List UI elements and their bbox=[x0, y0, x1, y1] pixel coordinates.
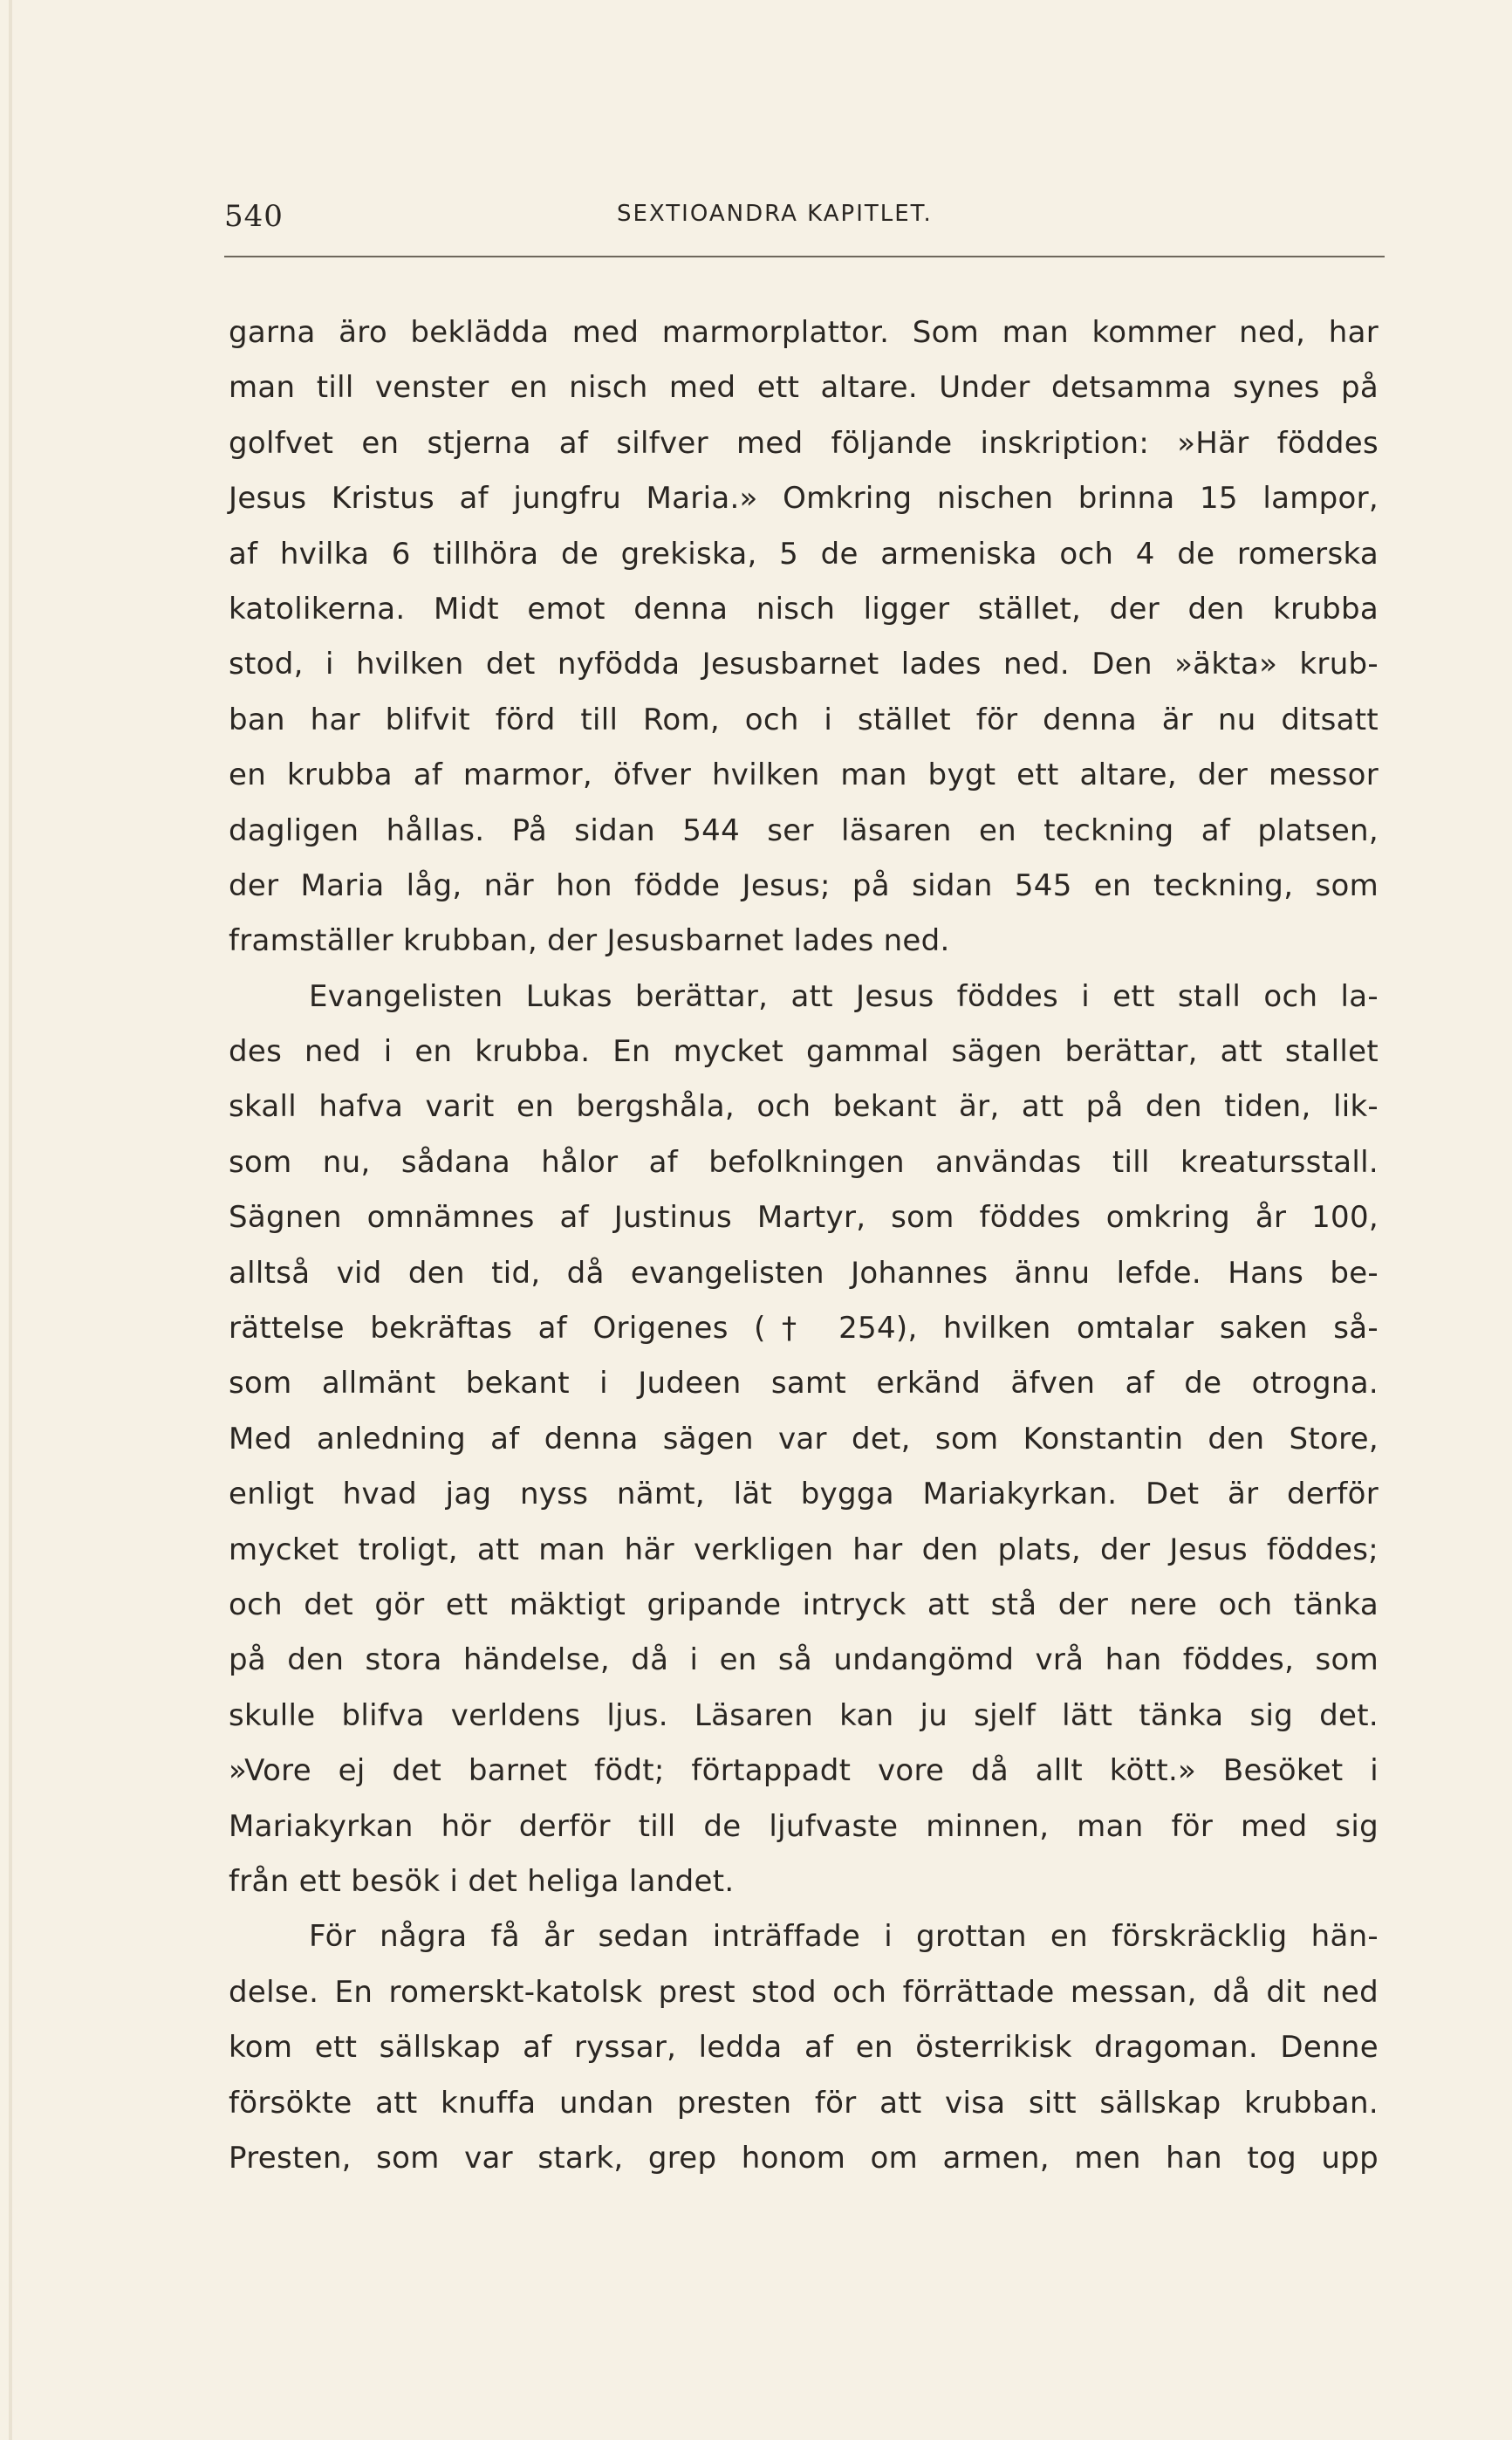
text-line: kom ett sällskap af ryssar, ledda af en österrikisk dragoman. Denne bbox=[229, 2030, 1379, 2066]
text-line: der Maria låg, när hon födde Jesus; på sidan 545 en teckning, som bbox=[229, 867, 1379, 903]
text-line: garna äro beklädda med marmorplattor. Som man kommer ned, har bbox=[229, 315, 1379, 350]
body-text bbox=[229, 305, 1379, 2186]
text-line: mycket troligt, att man här verkligen har den plats, der Jesus föddes; bbox=[229, 1532, 1379, 1567]
running-head: SEXTIOANDRA KAPITLET. bbox=[617, 201, 933, 227]
text-line: rättelse bekräftas af Origenes († 254), hvilken omtalar saken så- bbox=[229, 1311, 1379, 1347]
text-line: Med anledning af denna sägen var det, som Konstantin den Store, bbox=[229, 1421, 1379, 1456]
text-line: stod, i hvilken det nyfödda Jesusbarnet lades ned. Den »äkta» krub- bbox=[229, 647, 1379, 682]
text-line: »Vore ej det barnet födt; förtappadt vore då allt kött.» Besöket i bbox=[229, 1753, 1379, 1789]
text-line: För några få år sedan inträffade i grottan en förskräcklig hän- bbox=[309, 1919, 1379, 1955]
text-line: skall hafva varit en bergshåla, och bekant är, att på den tiden, lik- bbox=[229, 1089, 1379, 1125]
page-edge bbox=[9, 0, 12, 2440]
text-line: man till venster en nisch med ett altare. Under detsamma synes på bbox=[229, 370, 1379, 406]
header-rule bbox=[224, 256, 1385, 257]
page-number: 540 bbox=[224, 199, 284, 234]
text-line: försökte att knuffa undan presten för att visa sitt sällskap krubban. bbox=[229, 2085, 1379, 2121]
text-line: katolikerna. Midt emot denna nisch ligger stället, der den krubba bbox=[229, 591, 1379, 627]
text-line: Mariakyrkan hör derför till de ljufvaste minnen, man för med sig bbox=[229, 1808, 1379, 1844]
text-line: alltså vid den tid, då evangelisten Johannes ännu lefde. Hans be- bbox=[229, 1255, 1379, 1291]
text-line: på den stora händelse, då i en så undangömd vrå han föddes, som bbox=[229, 1642, 1379, 1678]
text-line: ban har blifvit förd till Rom, och i stället för denna är nu ditsatt bbox=[229, 702, 1379, 737]
text-line: en krubba af marmor, öfver hvilken man bygt ett altare, der messor bbox=[229, 757, 1379, 793]
text-line: som allmänt bekant i Judeen samt erkänd äfven af de otrogna. bbox=[229, 1366, 1379, 1402]
text-line: som nu, sådana hålor af befolkningen användas till kreatursstall. bbox=[229, 1144, 1379, 1180]
text-line: Sägnen omnämnes af Justinus Martyr, som föddes omkring år 100, bbox=[229, 1200, 1379, 1236]
text-line: af hvilka 6 tillhöra de grekiska, 5 de armeniska och 4 de romerska bbox=[229, 536, 1379, 572]
text-line: framställer krubban, der Jesusbarnet lades ned. bbox=[229, 923, 950, 959]
text-line: des ned i en krubba. En mycket gammal sägen berättar, att stallet bbox=[229, 1034, 1379, 1070]
text-line: Jesus Kristus af jungfru Maria.» Omkring nischen brinna 15 lampor, bbox=[229, 481, 1379, 517]
text-line: delse. En romerskt-katolsk prest stod och förrättade messan, då dit ned bbox=[229, 1974, 1379, 2010]
text-line: från ett besök i det heliga landet. bbox=[229, 1863, 735, 1899]
text-line: och det gör ett mäktigt gripande intryck att stå der nere och tänka bbox=[229, 1587, 1379, 1622]
page-header bbox=[224, 199, 1385, 251]
text-line: golfvet en stjerna af silfver med följande inskription: »Här föddes bbox=[229, 425, 1379, 461]
text-line: enligt hvad jag nyss nämt, lät bygga Mariakyrkan. Det är derför bbox=[229, 1477, 1379, 1512]
text-line: Evangelisten Lukas berättar, att Jesus föddes i ett stall och la- bbox=[309, 978, 1379, 1014]
text-line: dagligen hållas. På sidan 544 ser läsaren en teckning af platsen, bbox=[229, 812, 1379, 848]
text-line: skulle blifva verldens ljus. Läsaren kan ju sjelf lätt tänka sig det. bbox=[229, 1697, 1379, 1733]
text-line: Presten, som var stark, grep honom om armen, men han tog upp bbox=[229, 2140, 1379, 2176]
